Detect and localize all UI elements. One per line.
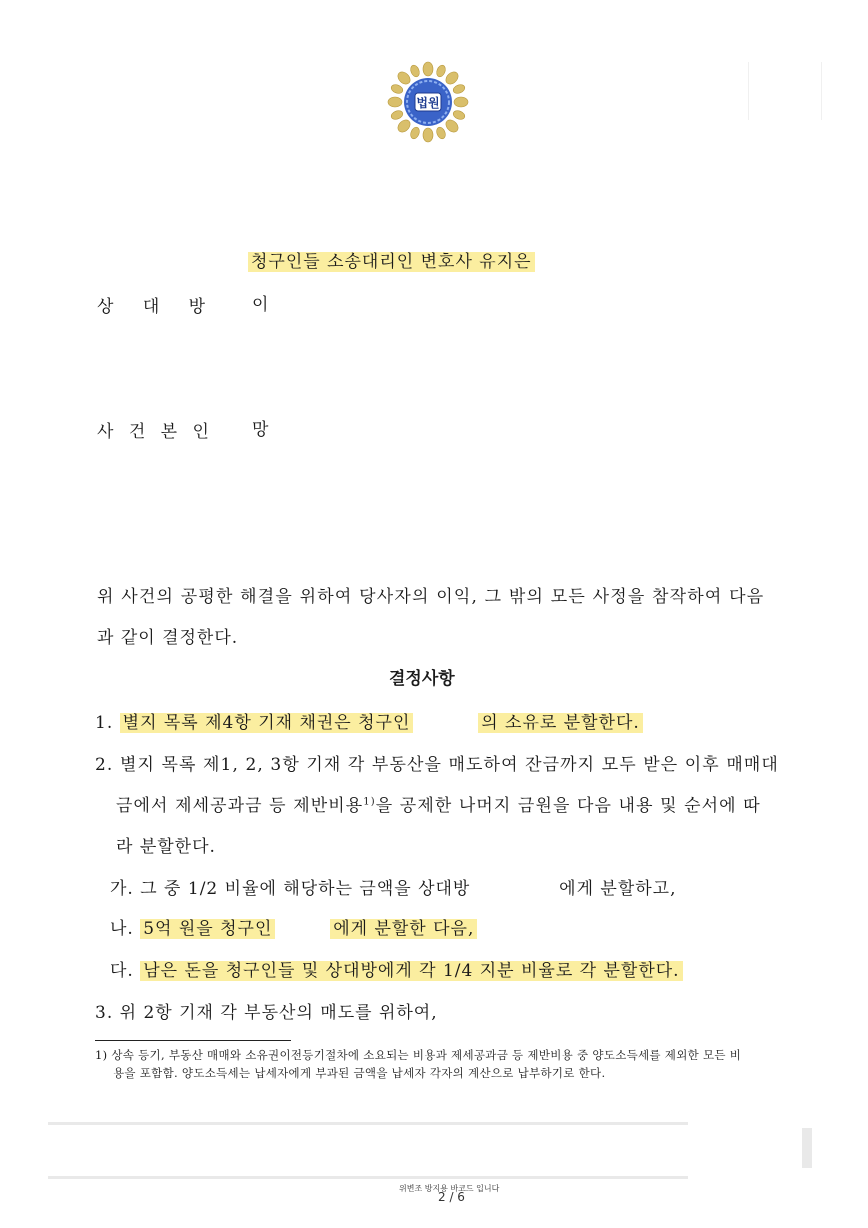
sub-item-na-text-b: 에게 분할한 다음,: [330, 919, 477, 939]
footnote-marker: 1): [95, 1048, 108, 1062]
sub-item-da: [110, 956, 683, 981]
scan-strip-3: [802, 1128, 812, 1168]
sub-item-na-label: 나.: [110, 919, 134, 939]
item-2-line-1: [95, 750, 779, 775]
sub-item-da-label: 다.: [110, 961, 134, 981]
footnote-text-1: 상속 등기, 부동산 매매와 소유권이전등기절차에 소요되는 비용과 제세공과금 등 제반비용 중 양도소득세를 제외한 모든 비: [111, 1048, 742, 1062]
scan-artifact: [748, 62, 822, 120]
scan-strip-1: [48, 1122, 688, 1125]
intro-line-1: 위 사건의 공평한 해결을 위하여 당사자의 이익, 그 밖의 모든 사정을 참작하여 다음: [97, 587, 765, 607]
barcode-notice: 위변조 방지용 바코드 입니다: [399, 1184, 500, 1193]
court-seal-emblem: [387, 61, 469, 143]
court-seal-text: 법원: [416, 95, 440, 110]
footnote-line-1: [95, 1046, 741, 1064]
intro-line-2: 과 같이 결정한다.: [97, 628, 239, 648]
scan-strip-2: [48, 1176, 688, 1179]
sub-item-da-text: 남은 돈을 청구인들 및 상대방에게 각 1/4 지분 비율로 각 분할한다.: [140, 961, 682, 981]
item-3-number: 3.: [95, 1003, 114, 1023]
sub-item-na-text-a: 5억 원을 청구인: [140, 919, 275, 939]
item-2-line-2b: 을 공제한 나머지 금원을 다음 내용 및 순서에 따: [375, 796, 761, 816]
item-1-text-b: 의 소유로 분할한다.: [478, 713, 643, 733]
footnote-ref: 1): [363, 796, 376, 808]
sub-item-na: [110, 914, 477, 939]
item-1-number: 1.: [95, 713, 114, 733]
principal-label: 사 건 본 인: [97, 422, 214, 442]
item-3: [95, 998, 438, 1023]
item-2-line-2a: 금에서 제세공과금 등 제반비용: [116, 796, 364, 816]
item-2-line-2: [116, 791, 761, 816]
section-title: 결정사항: [389, 669, 455, 689]
item-2-number: 2.: [95, 755, 114, 775]
item-2-line-3: 라 분할한다.: [116, 837, 216, 857]
sub-item-ga: [110, 874, 677, 899]
opponent-name: 이: [252, 295, 270, 315]
item-3-text: 위 2항 기재 각 부동산의 매도를 위하여,: [119, 1003, 438, 1023]
item-1-text-a: 별지 목록 제4항 기재 채권은 청구인: [120, 713, 414, 733]
opponent-label: 상 대 방: [97, 297, 218, 317]
item-1: [95, 708, 643, 733]
principal-name: 망: [252, 420, 270, 440]
sub-item-ga-text-b: 에게 분할하고,: [559, 879, 677, 899]
sub-item-ga-label: 가.: [110, 879, 134, 899]
sub-item-ga-text-a: 그 중 1/2 비율에 해당하는 금액을 상대방: [140, 879, 471, 899]
footnote-line-2: 용을 포함함. 양도소득세는 납세자에게 부과된 금액을 납세자 각자의 계산으로 납부하기로 한다.: [113, 1066, 606, 1080]
counsel-line: [248, 247, 535, 272]
page-number: 2 / 6: [438, 1190, 465, 1204]
footnote-rule: [95, 1040, 291, 1041]
item-2-line-1-text: 별지 목록 제1, 2, 3항 기재 각 부동산을 매도하여 잔금까지 모두 받은 이후 매매대: [119, 755, 779, 775]
counsel-line-text: 청구인들 소송대리인 변호사 유지은: [248, 252, 535, 272]
